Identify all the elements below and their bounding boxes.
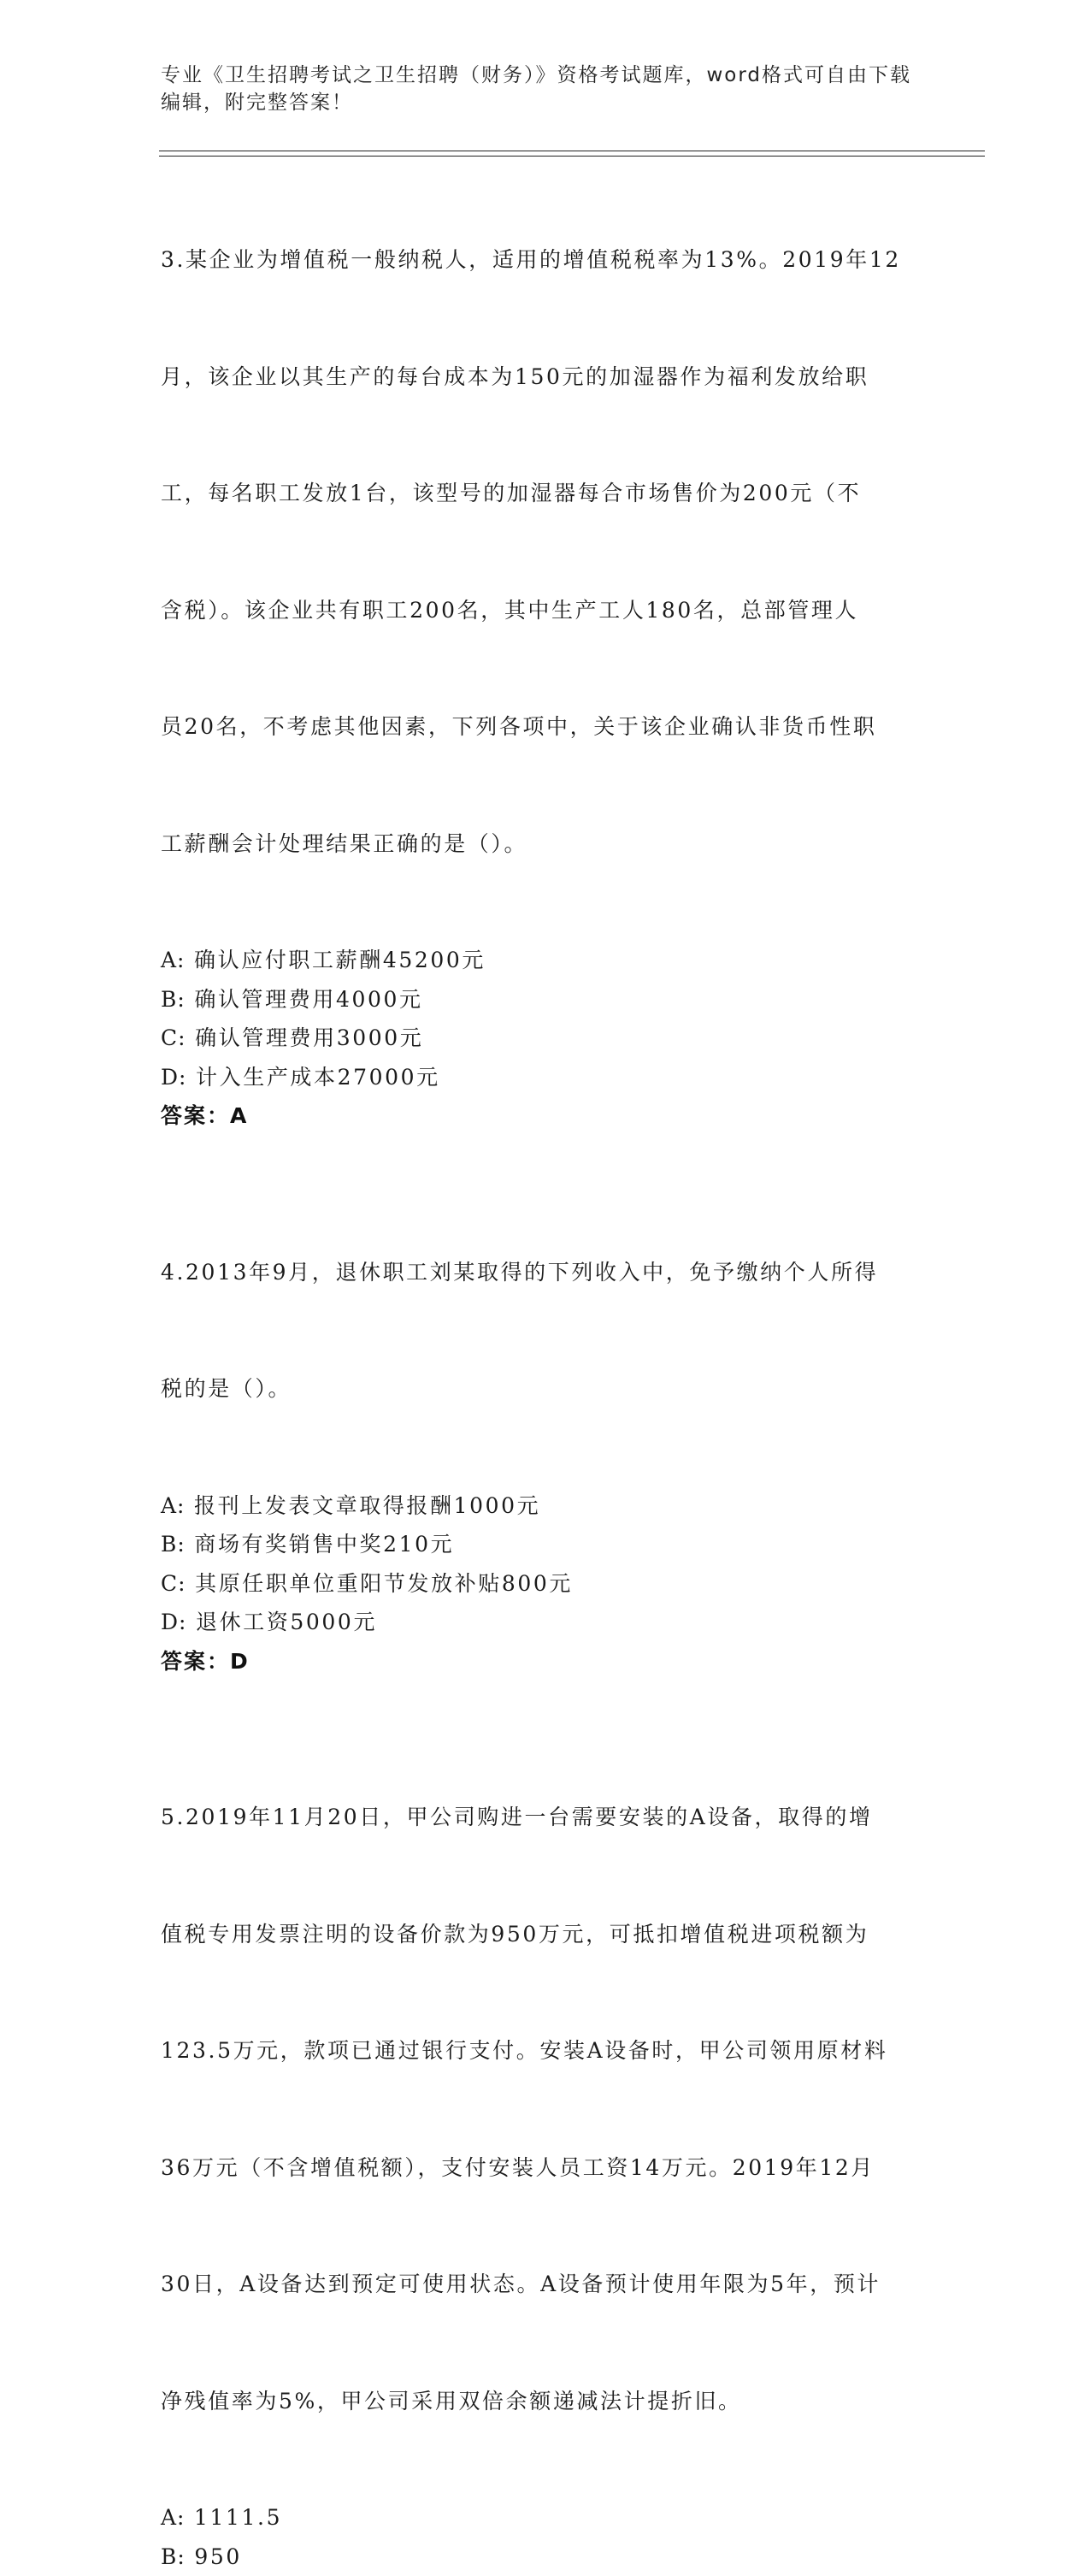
option-text: 报刊上发表文章取得报酬1000元 <box>194 1493 540 1518</box>
stem-line: 税的是（）。 <box>161 1369 930 1409</box>
question-5 <box>161 1720 930 2576</box>
option-key: B: <box>161 1532 186 1557</box>
question-stem <box>161 162 930 941</box>
document-header <box>161 62 913 116</box>
stem-line: 123.5万元，款项已通过银行支付。安装A设备时，甲公司领用原材料 <box>161 2031 930 2071</box>
answer-label: 答案：A <box>161 1096 930 1136</box>
spacer <box>161 1136 930 1175</box>
stem-line: 值税专用发票注明的设备价款为950万元，可抵扣增值税进项税额为 <box>161 1915 930 1954</box>
option-c <box>161 1564 930 1604</box>
option-text: 其原任职单位重阳节发放补贴800元 <box>195 1571 573 1596</box>
option-c <box>161 1019 930 1058</box>
option-d <box>161 1603 930 1642</box>
question-stem <box>161 1175 930 1486</box>
option-text: 退休工资5000元 <box>196 1610 377 1634</box>
option-key: B: <box>161 987 186 1012</box>
option-text: 确认管理费用3000元 <box>195 1025 423 1050</box>
header-divider-bottom <box>159 156 985 157</box>
stem-line: 净残值率为5%，甲公司采用双倍余额递减法计提折旧。 <box>161 2382 930 2421</box>
stem-line: 3.某企业为增值税一般纳税人，适用的增值税税率为13%。2019年12 <box>161 240 930 280</box>
option-a <box>161 1486 930 1526</box>
stem-line: 工，每名职工发放1台，该型号的加湿器每合市场售价为200元（不 <box>161 474 930 513</box>
question-3 <box>161 162 930 1136</box>
option-b <box>161 1525 930 1564</box>
option-a <box>161 941 930 980</box>
stem-line: 36万元（不含增值税额），支付安装人员工资14万元。2019年12月 <box>161 2148 930 2188</box>
option-text: 确认管理费用4000元 <box>194 987 422 1012</box>
option-text: 950 <box>194 2544 242 2569</box>
option-key: A: <box>161 2505 185 2530</box>
stem-line: 员20名，不考虑其他因素，下列各项中，关于该企业确认非货币性职 <box>161 707 930 747</box>
stem-line: 工薪酬会计处理结果正确的是（）。 <box>161 824 930 864</box>
header-line-2: 编辑，附完整答案！ <box>161 89 913 116</box>
stem-line: 5.2019年11月20日，甲公司购进一台需要安装的A设备，取得的增 <box>161 1798 930 1837</box>
option-text: 计入生产成本27000元 <box>196 1065 440 1090</box>
option-text: 商场有奖销售中奖210元 <box>194 1532 454 1557</box>
answer-label: 答案：D <box>161 1642 930 1681</box>
question-4 <box>161 1175 930 1681</box>
option-key: A: <box>161 948 185 972</box>
header-line-1: 专业《卫生招聘考试之卫生招聘（财务）》资格考试题库，word格式可自由下载 <box>161 62 913 89</box>
question-stem <box>161 1720 930 2498</box>
option-b <box>161 2538 930 2576</box>
option-a <box>161 2498 930 2538</box>
option-b <box>161 980 930 1019</box>
option-key: B: <box>161 2544 186 2569</box>
spacer <box>161 1681 930 1720</box>
option-key: D: <box>161 1065 186 1090</box>
option-key: A: <box>161 1493 185 1518</box>
stem-line: 含税）。该企业共有职工200名，其中生产工人180名，总部管理人 <box>161 591 930 630</box>
stem-line: 月，该企业以其生产的每台成本为150元的加湿器作为福利发放给职 <box>161 357 930 397</box>
stem-line: 30日，A设备达到预定可使用状态。A设备预计使用年限为5年，预计 <box>161 2265 930 2304</box>
option-key: D: <box>161 1610 186 1634</box>
option-key: C: <box>161 1571 186 1596</box>
option-key: C: <box>161 1025 186 1050</box>
option-text: 1111.5 <box>194 2505 282 2530</box>
stem-line: 4.2013年9月，退休职工刘某取得的下列收入中，免予缴纳个人所得 <box>161 1253 930 1292</box>
question-list <box>161 162 930 2576</box>
option-d <box>161 1058 930 1097</box>
option-text: 确认应付职工薪酬45200元 <box>194 948 486 972</box>
